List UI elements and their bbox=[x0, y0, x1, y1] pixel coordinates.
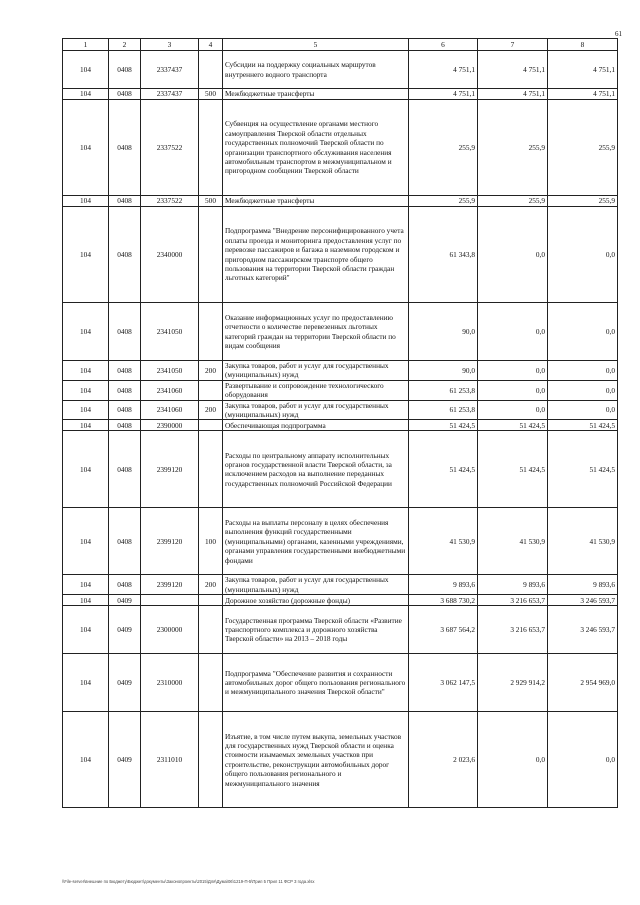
value-cell: 0,0 bbox=[548, 207, 618, 303]
target-cell: 2341060 bbox=[141, 380, 199, 400]
value-cell: 4 751,1 bbox=[548, 51, 618, 89]
section-cell: 0409 bbox=[109, 595, 141, 606]
kind-cell bbox=[199, 207, 223, 303]
value-cell: 0,0 bbox=[478, 303, 548, 361]
value-cell: 0,0 bbox=[548, 400, 618, 420]
description-cell: Развертывание и сопровождение технологического оборудования bbox=[223, 380, 409, 400]
kind-cell: 200 bbox=[199, 361, 223, 381]
section-cell: 0408 bbox=[109, 431, 141, 508]
code-cell: 104 bbox=[63, 51, 109, 89]
header-col-7: 7 bbox=[478, 39, 548, 51]
description-cell: Субсидии на поддержку социальных маршрутов внутреннего водного транспорта bbox=[223, 51, 409, 89]
kind-cell bbox=[199, 595, 223, 606]
page-number: 61 bbox=[615, 30, 622, 38]
table-row bbox=[63, 400, 618, 420]
value-cell: 255,9 bbox=[548, 100, 618, 196]
description-cell: Закупка товаров, работ и услуг для государственных (муниципальных) нужд bbox=[223, 361, 409, 381]
code-cell: 104 bbox=[63, 400, 109, 420]
value-cell: 3 216 653,7 bbox=[478, 606, 548, 654]
value-cell: 4 751,1 bbox=[478, 89, 548, 100]
table-row bbox=[63, 380, 618, 400]
description-cell: Расходы на выплаты персоналу в целях обеспечения выполнения функций государственными (муниципальными) органами, казенными учреждениями, органами управления государственными внебюджетными фондами bbox=[223, 508, 409, 575]
value-cell: 255,9 bbox=[409, 196, 478, 207]
header-col-2: 2 bbox=[109, 39, 141, 51]
target-cell: 2399120 bbox=[141, 575, 199, 595]
target-cell: 2341050 bbox=[141, 361, 199, 381]
value-cell: 0,0 bbox=[548, 361, 618, 381]
section-cell: 0408 bbox=[109, 420, 141, 431]
value-cell: 90,0 bbox=[409, 303, 478, 361]
value-cell: 3 688 730,2 bbox=[409, 595, 478, 606]
value-cell: 3 216 653,7 bbox=[478, 595, 548, 606]
value-cell: 90,0 bbox=[409, 361, 478, 381]
section-cell: 0408 bbox=[109, 575, 141, 595]
value-cell: 255,9 bbox=[478, 196, 548, 207]
description-cell: Межбюджетные трансферты bbox=[223, 196, 409, 207]
value-cell: 51 424,5 bbox=[409, 420, 478, 431]
table-row bbox=[63, 89, 618, 100]
kind-cell bbox=[199, 380, 223, 400]
table-row bbox=[63, 51, 618, 89]
target-cell: 2399120 bbox=[141, 508, 199, 575]
target-cell: 2390000 bbox=[141, 420, 199, 431]
value-cell: 61 253,8 bbox=[409, 400, 478, 420]
table-row bbox=[63, 420, 618, 431]
section-cell: 0408 bbox=[109, 51, 141, 89]
value-cell: 0,0 bbox=[478, 207, 548, 303]
file-path-footer: \\File-server\внешние по Бюджету\Бюджет\документы\Законопроекты\2015\Для\Дума\06\1219-П-5\Прил 5 Прил 11 ФСР 3 года.xlsx bbox=[62, 879, 315, 884]
value-cell: 41 530,9 bbox=[478, 508, 548, 575]
budget-table bbox=[62, 38, 618, 808]
value-cell: 51 424,5 bbox=[548, 420, 618, 431]
code-cell: 104 bbox=[63, 431, 109, 508]
section-cell: 0409 bbox=[109, 654, 141, 712]
section-cell: 0408 bbox=[109, 207, 141, 303]
target-cell: 2337437 bbox=[141, 89, 199, 100]
value-cell: 0,0 bbox=[478, 712, 548, 808]
value-cell: 255,9 bbox=[409, 100, 478, 196]
header-col-8: 8 bbox=[548, 39, 618, 51]
value-cell: 61 343,8 bbox=[409, 207, 478, 303]
code-cell: 104 bbox=[63, 380, 109, 400]
description-cell: Подпрограмма "Обеспечение развития и сохранности автомобильных дорог общего пользования регионального и межмуниципального значения Тверской области" bbox=[223, 654, 409, 712]
table-row bbox=[63, 508, 618, 575]
code-cell: 104 bbox=[63, 100, 109, 196]
kind-cell: 200 bbox=[199, 575, 223, 595]
target-cell: 2341050 bbox=[141, 303, 199, 361]
table-row bbox=[63, 361, 618, 381]
code-cell: 104 bbox=[63, 207, 109, 303]
description-cell: Подпрограмма "Внедрение персонифицированного учета оплаты проезда и мониторинга предоставления услуг по перевозке пассажиров и багажа в наземном городском и пригородном пассажирском транспорте общего пользования на территории Тверской области граждан льготных категорий" bbox=[223, 207, 409, 303]
code-cell: 104 bbox=[63, 89, 109, 100]
section-cell: 0408 bbox=[109, 361, 141, 381]
section-cell: 0408 bbox=[109, 380, 141, 400]
value-cell: 3 246 593,7 bbox=[548, 606, 618, 654]
value-cell: 9 893,6 bbox=[409, 575, 478, 595]
kind-cell bbox=[199, 654, 223, 712]
value-cell: 3 687 564,2 bbox=[409, 606, 478, 654]
target-cell: 2310000 bbox=[141, 654, 199, 712]
section-cell: 0409 bbox=[109, 606, 141, 654]
section-cell: 0409 bbox=[109, 712, 141, 808]
target-cell: 2337437 bbox=[141, 51, 199, 89]
code-cell: 104 bbox=[63, 196, 109, 207]
header-col-4: 4 bbox=[199, 39, 223, 51]
code-cell: 104 bbox=[63, 606, 109, 654]
code-cell: 104 bbox=[63, 508, 109, 575]
section-cell: 0408 bbox=[109, 89, 141, 100]
kind-cell bbox=[199, 420, 223, 431]
value-cell: 0,0 bbox=[548, 303, 618, 361]
value-cell: 2 954 969,0 bbox=[548, 654, 618, 712]
kind-cell bbox=[199, 100, 223, 196]
value-cell: 51 424,5 bbox=[409, 431, 478, 508]
value-cell: 4 751,1 bbox=[409, 51, 478, 89]
section-cell: 0408 bbox=[109, 508, 141, 575]
kind-cell bbox=[199, 431, 223, 508]
section-cell: 0408 bbox=[109, 196, 141, 207]
header-col-5: 5 bbox=[223, 39, 409, 51]
value-cell: 51 424,5 bbox=[478, 431, 548, 508]
value-cell: 9 893,6 bbox=[478, 575, 548, 595]
value-cell: 4 751,1 bbox=[478, 51, 548, 89]
description-cell: Закупка товаров, работ и услуг для государственных (муниципальных) нужд bbox=[223, 575, 409, 595]
description-cell: Межбюджетные трансферты bbox=[223, 89, 409, 100]
value-cell: 3 246 593,7 bbox=[548, 595, 618, 606]
kind-cell: 500 bbox=[199, 89, 223, 100]
target-cell: 2399120 bbox=[141, 431, 199, 508]
value-cell: 0,0 bbox=[478, 400, 548, 420]
description-cell: Обеспечивающая подпрограмма bbox=[223, 420, 409, 431]
table-row bbox=[63, 207, 618, 303]
kind-cell: 500 bbox=[199, 196, 223, 207]
table-row bbox=[63, 595, 618, 606]
target-cell: 2300000 bbox=[141, 606, 199, 654]
code-cell: 104 bbox=[63, 654, 109, 712]
value-cell: 51 424,5 bbox=[548, 431, 618, 508]
header-col-1: 1 bbox=[63, 39, 109, 51]
header-col-3: 3 bbox=[141, 39, 199, 51]
description-cell: Оказание информационных услуг по предоставлению отчетности о количестве перевезенных льготных категорий граждан на территории Тверской области по видам сообщения bbox=[223, 303, 409, 361]
kind-cell bbox=[199, 303, 223, 361]
table-row bbox=[63, 431, 618, 508]
value-cell: 0,0 bbox=[478, 380, 548, 400]
value-cell: 61 253,8 bbox=[409, 380, 478, 400]
value-cell: 0,0 bbox=[548, 380, 618, 400]
code-cell: 104 bbox=[63, 575, 109, 595]
table-row bbox=[63, 654, 618, 712]
target-cell: 2337522 bbox=[141, 196, 199, 207]
code-cell: 104 bbox=[63, 712, 109, 808]
description-cell: Субвенция на осуществление органами местного самоуправления Тверской области отдельных государственных полномочий Тверской области по организации транспортного обслуживания населения автомобильным транспортом в межмуниципальном и пригородном сообщении Тверской области bbox=[223, 100, 409, 196]
description-cell: Государственная программа Тверской области «Развитие транспортного комплекса и дорожного хозяйства Тверской области» на 2013 – 2018 годы bbox=[223, 606, 409, 654]
value-cell: 255,9 bbox=[478, 100, 548, 196]
table-row bbox=[63, 100, 618, 196]
value-cell: 41 530,9 bbox=[548, 508, 618, 575]
value-cell: 0,0 bbox=[478, 361, 548, 381]
description-cell: Дорожное хозяйство (дорожные фонды) bbox=[223, 595, 409, 606]
target-cell: 2341060 bbox=[141, 400, 199, 420]
section-cell: 0408 bbox=[109, 303, 141, 361]
kind-cell: 100 bbox=[199, 508, 223, 575]
value-cell: 4 751,1 bbox=[548, 89, 618, 100]
target-cell: 2340000 bbox=[141, 207, 199, 303]
value-cell: 2 929 914,2 bbox=[478, 654, 548, 712]
table-row bbox=[63, 575, 618, 595]
target-cell: 2311010 bbox=[141, 712, 199, 808]
code-cell: 104 bbox=[63, 361, 109, 381]
header-row bbox=[63, 39, 618, 51]
description-cell: Расходы по центральному аппарату исполнительных органов государственной власти Тверской области, за исключением расходов на выполнение переданных государственных полномочий Российской Федерации bbox=[223, 431, 409, 508]
code-cell: 104 bbox=[63, 595, 109, 606]
description-cell: Закупка товаров, работ и услуг для государственных (муниципальных) нужд bbox=[223, 400, 409, 420]
header-col-6: 6 bbox=[409, 39, 478, 51]
target-cell bbox=[141, 595, 199, 606]
table-row bbox=[63, 606, 618, 654]
table-row bbox=[63, 303, 618, 361]
target-cell: 2337522 bbox=[141, 100, 199, 196]
value-cell: 255,9 bbox=[548, 196, 618, 207]
value-cell: 9 893,6 bbox=[548, 575, 618, 595]
code-cell: 104 bbox=[63, 303, 109, 361]
kind-cell bbox=[199, 51, 223, 89]
value-cell: 2 023,6 bbox=[409, 712, 478, 808]
description-cell: Изъятие, в том числе путем выкупа, земельных участков для государственных нужд Тверской области и оценка стоимости изымаемых земельных участков при строительстве, реконструкции автомобильных дорог общего пользования регионального и межмуниципального значения bbox=[223, 712, 409, 808]
section-cell: 0408 bbox=[109, 100, 141, 196]
value-cell: 51 424,5 bbox=[478, 420, 548, 431]
value-cell: 3 062 147,5 bbox=[409, 654, 478, 712]
value-cell: 0,0 bbox=[548, 712, 618, 808]
table-row bbox=[63, 712, 618, 808]
table-row bbox=[63, 196, 618, 207]
kind-cell bbox=[199, 712, 223, 808]
kind-cell bbox=[199, 606, 223, 654]
value-cell: 4 751,1 bbox=[409, 89, 478, 100]
kind-cell: 200 bbox=[199, 400, 223, 420]
section-cell: 0408 bbox=[109, 400, 141, 420]
value-cell: 41 530,9 bbox=[409, 508, 478, 575]
code-cell: 104 bbox=[63, 420, 109, 431]
